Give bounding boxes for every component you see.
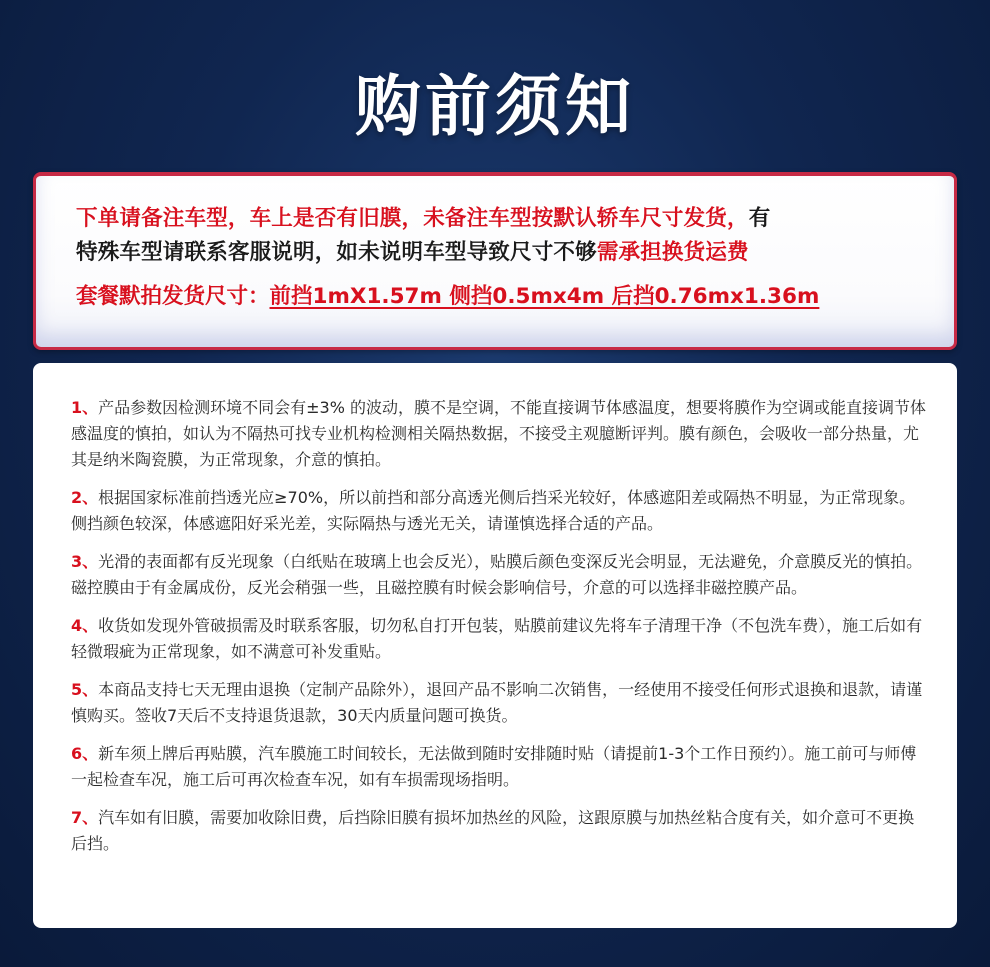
order-notice-box [33,172,957,350]
notice-line-2-dark: 特殊车型请联系客服说明，如未说明车型导致尺寸不够 [76,240,597,265]
term-text: 根据国家标准前挡透光应≥70%，所以前挡和部分高透光侧后挡采光较好，体感遮阳差或隔热不明显，为正常现象。侧挡颜色较深，体感遮阳好采光差，实际隔热与透光无关，请谨慎选择合适的产品。 [71,488,916,533]
term-item-5 [71,677,927,729]
terms-card [33,363,957,928]
term-item-1 [71,395,927,473]
term-item-6 [71,741,927,793]
term-item-4 [71,613,927,665]
term-number: 5、 [71,680,99,699]
notice-line-2 [76,236,918,270]
notice-line-2-red: 需承担换货运费 [596,240,749,265]
notice-line-1-red: 下单请备注车型，车上是否有旧膜，未备注车型按默认轿车尺寸发货， [76,206,749,231]
term-number: 6、 [71,744,99,763]
term-item-3 [71,549,927,601]
term-text: 本商品支持七天无理由退换（定制产品除外），退回产品不影响二次销售，一经使用不接受任何形式退换和退款，请谨慎购买。签收7天后不支持退货退款，30天内质量问题可换货。 [71,680,923,725]
default-size-line [76,280,918,314]
notice-line-1-dark: 有 [748,206,771,231]
term-number: 2、 [71,488,99,507]
term-text: 新车须上牌后再贴膜，汽车膜施工时间较长，无法做到随时安排随时贴（请提前1-3个工作日预约）。施工前可与师傅一起检查车况，施工后可再次检查车况，如有车损需现场指明。 [71,744,917,789]
page-title: 购前须知 [355,68,635,145]
notice-line-1 [76,202,918,236]
term-number: 1、 [71,398,99,417]
size-values: 前挡1mX1.57m 侧挡0.5mx4m 后挡0.76mx1.36m [269,284,820,309]
term-text: 收货如发现外管破损需及时联系客服，切勿私自打开包装，贴膜前建议先将车子清理干净（不包洗车费），施工后如有轻微瑕疵为正常现象，如不满意可补发重贴。 [71,616,923,661]
term-item-7 [71,805,927,857]
size-label: 套餐默拍发货尺寸： [76,284,270,309]
term-text: 产品参数因检测环境不同会有±3% 的波动，膜不是空调，不能直接调节体感温度，想要将膜作为空调或能直接调节体感温度的慎拍，如认为不隔热可找专业机构检测相关隔热数据，不接受主观臆断评判。膜有颜色，会吸收一部分热量，尤其是纳米陶瓷膜，为正常现象，介意的慎拍。 [71,398,927,469]
term-number: 4、 [71,616,99,635]
term-number: 3、 [71,552,99,571]
term-item-2 [71,485,927,537]
term-number: 7、 [71,808,99,827]
term-text: 汽车如有旧膜，需要加收除旧费，后挡除旧膜有损坏加热丝的风险，这跟原膜与加热丝粘合度有关，如介意可不更换后挡。 [71,808,915,853]
term-text: 光滑的表面都有反光现象（白纸贴在玻璃上也会反光），贴膜后颜色变深反光会明显，无法避免，介意膜反光的慎拍。磁控膜由于有金属成份，反光会稍强一些，且磁控膜有时候会影响信号，介意的可以选择非磁控膜产品。 [71,552,923,597]
